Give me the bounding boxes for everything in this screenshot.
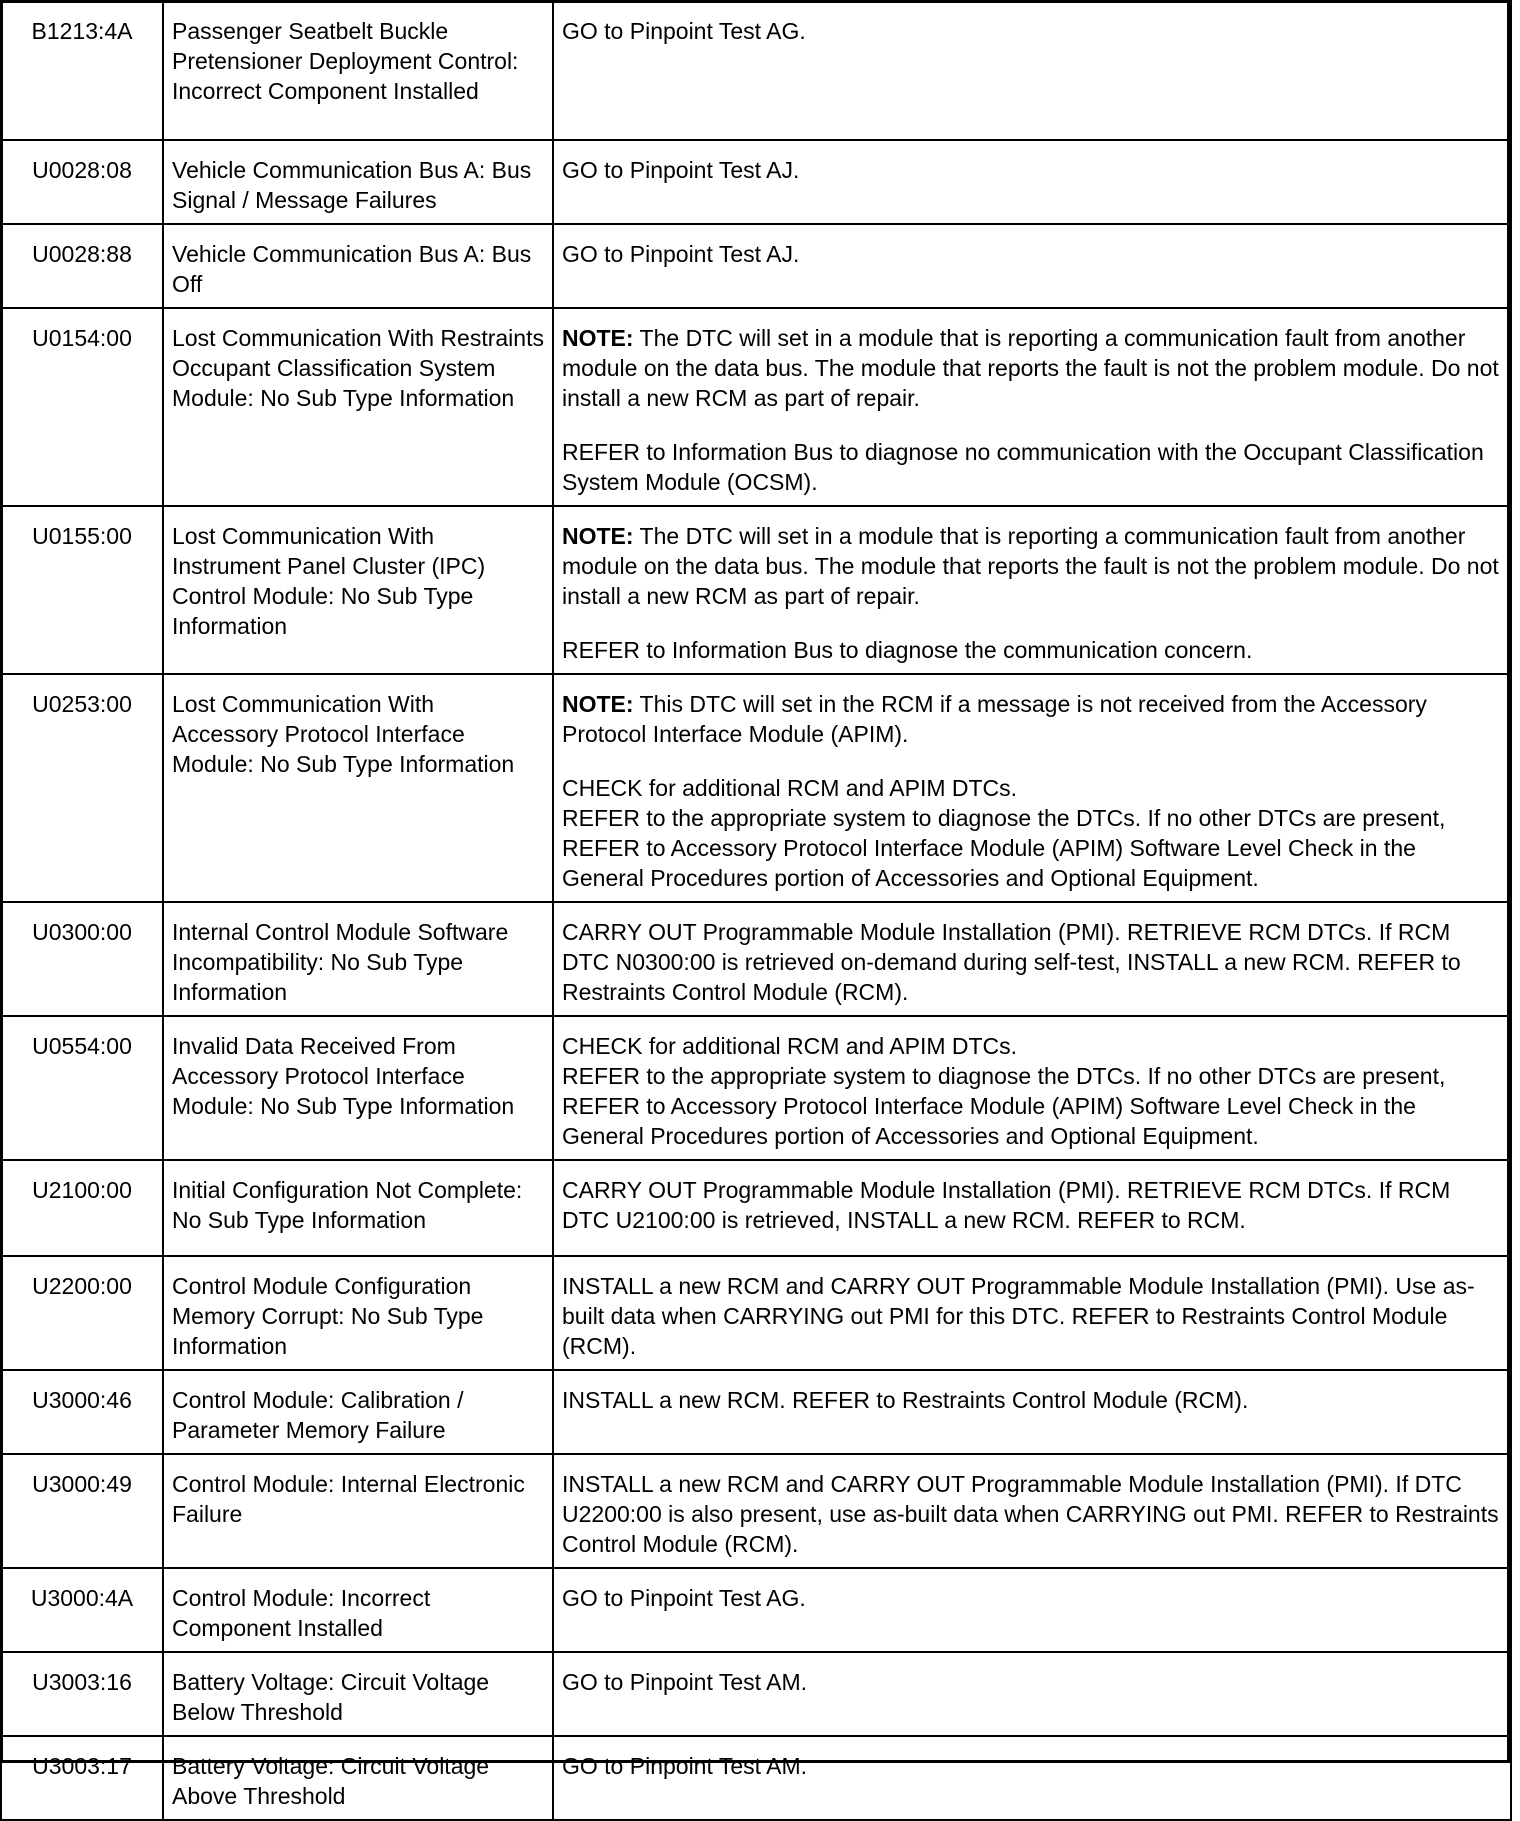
dtc-description: Internal Control Module Software Incompatibility: No Sub Type Information	[163, 902, 553, 1016]
dtc-action	[553, 674, 1511, 902]
dtc-description: Vehicle Communication Bus A: Bus Signal / Message Failures	[163, 140, 553, 224]
dtc-action	[553, 1568, 1511, 1652]
action-line: GO to Pinpoint Test AG.	[562, 1585, 806, 1611]
dtc-code: U2200:00	[1, 1256, 163, 1370]
table-row	[1, 506, 1511, 674]
dtc-action	[553, 1652, 1511, 1736]
note-paragraph	[562, 521, 1502, 611]
table-row	[1, 140, 1511, 224]
dtc-description: Control Module Configuration Memory Corrupt: No Sub Type Information	[163, 1256, 553, 1370]
dtc-code: U0300:00	[1, 902, 163, 1016]
table-row	[1, 902, 1511, 1016]
action-paragraph	[562, 773, 1502, 893]
dtc-code: U0028:88	[1, 224, 163, 308]
dtc-action	[553, 1160, 1511, 1256]
dtc-description: Battery Voltage: Circuit Voltage Above Threshold	[163, 1736, 553, 1820]
action-paragraph	[562, 635, 1502, 665]
note-paragraph	[562, 689, 1502, 749]
action-line: REFER to Information Bus to diagnose no communication with the Occupant Classification System Module (OCSM).	[562, 439, 1484, 495]
action-line: CHECK for additional RCM and APIM DTCs.	[562, 775, 1018, 801]
dtc-action	[553, 1016, 1511, 1160]
dtc-code: U2100:00	[1, 1160, 163, 1256]
dtc-action	[553, 506, 1511, 674]
dtc-action	[553, 1454, 1511, 1568]
table-row	[1, 1652, 1511, 1736]
table-row	[1, 1016, 1511, 1160]
dtc-description: Lost Communication With Accessory Protocol Interface Module: No Sub Type Information	[163, 674, 553, 902]
dtc-description: Control Module: Incorrect Component Installed	[163, 1568, 553, 1652]
dtc-description: Battery Voltage: Circuit Voltage Below Threshold	[163, 1652, 553, 1736]
table-row	[1, 1370, 1511, 1454]
action-line: INSTALL a new RCM and CARRY OUT Programmable Module Installation (PMI). If DTC U2200:00 is also present, use as-built data when CARRYING out PMI. REFER to Restraints Control Module (RCM).	[562, 1471, 1499, 1557]
action-line: GO to Pinpoint Test AM.	[562, 1669, 808, 1695]
dtc-code: U3000:46	[1, 1370, 163, 1454]
table-row	[1, 1, 1511, 140]
dtc-action	[553, 1370, 1511, 1454]
dtc-action	[553, 1736, 1511, 1820]
dtc-description: Initial Configuration Not Complete: No Sub Type Information	[163, 1160, 553, 1256]
action-line: GO to Pinpoint Test AG.	[562, 18, 806, 44]
note-text: This DTC will set in the RCM if a message is not received from the Accessory Protocol Interface Module (APIM).	[562, 691, 1427, 747]
dtc-description: Lost Communication With Instrument Panel Cluster (IPC) Control Module: No Sub Type Information	[163, 506, 553, 674]
dtc-action	[553, 140, 1511, 224]
dtc-action	[553, 1256, 1511, 1370]
note-label: NOTE:	[562, 325, 634, 351]
dtc-code: U3000:4A	[1, 1568, 163, 1652]
dtc-description: Control Module: Internal Electronic Failure	[163, 1454, 553, 1568]
table-row	[1, 1568, 1511, 1652]
dtc-description: Passenger Seatbelt Buckle Pretensioner Deployment Control: Incorrect Component Installed	[163, 1, 553, 140]
action-line: GO to Pinpoint Test AJ.	[562, 241, 800, 267]
table-row	[1, 1736, 1511, 1820]
dtc-table-body	[1, 1, 1511, 1820]
note-label: NOTE:	[562, 523, 634, 549]
dtc-action	[553, 224, 1511, 308]
action-line: REFER to Information Bus to diagnose the communication concern.	[562, 637, 1253, 663]
dtc-code: U0253:00	[1, 674, 163, 902]
note-label: NOTE:	[562, 691, 634, 717]
action-line: INSTALL a new RCM. REFER to Restraints Control Module (RCM).	[562, 1387, 1249, 1413]
dtc-action	[553, 1, 1511, 140]
table-row	[1, 224, 1511, 308]
action-line: CARRY OUT Programmable Module Installation (PMI). RETRIEVE RCM DTCs. If RCM DTC N0300:00 is retrieved on-demand during self-test, INSTALL a new RCM. REFER to Restraints Control Module (RCM).	[562, 919, 1461, 1005]
table-row	[1, 1256, 1511, 1370]
dtc-code: U3000:49	[1, 1454, 163, 1568]
dtc-action	[553, 308, 1511, 506]
note-text: The DTC will set in a module that is reporting a communication fault from another module on the data bus. The module that reports the fault is not the problem module. Do not install a new RCM as part of repair.	[562, 325, 1499, 411]
dtc-description: Invalid Data Received From Accessory Protocol Interface Module: No Sub Type Information	[163, 1016, 553, 1160]
dtc-code: B1213:4A	[1, 1, 163, 140]
action-line: INSTALL a new RCM and CARRY OUT Programmable Module Installation (PMI). Use as-built data when CARRYING out PMI for this DTC. REFER to Restraints Control Module (RCM).	[562, 1273, 1475, 1359]
table-row	[1, 1160, 1511, 1256]
dtc-description: Vehicle Communication Bus A: Bus Off	[163, 224, 553, 308]
action-line: REFER to the appropriate system to diagnose the DTCs. If no other DTCs are present, REFER to Accessory Protocol Interface Module (APIM) Software Level Check in the General Procedures portion of Accessories and Optional Equipment.	[562, 1063, 1446, 1149]
table-row	[1, 674, 1511, 902]
note-text: The DTC will set in a module that is reporting a communication fault from another module on the data bus. The module that reports the fault is not the problem module. Do not install a new RCM as part of repair.	[562, 523, 1499, 609]
table-row	[1, 1454, 1511, 1568]
dtc-code: U3003:16	[1, 1652, 163, 1736]
dtc-code: U0154:00	[1, 308, 163, 506]
dtc-code: U0028:08	[1, 140, 163, 224]
action-line: CARRY OUT Programmable Module Installation (PMI). RETRIEVE RCM DTCs. If RCM DTC U2100:00 is retrieved, INSTALL a new RCM. REFER to RCM.	[562, 1177, 1451, 1233]
dtc-code: U0155:00	[1, 506, 163, 674]
dtc-action	[553, 902, 1511, 1016]
action-line: GO to Pinpoint Test AM.	[562, 1753, 808, 1779]
action-paragraph	[562, 437, 1502, 497]
dtc-description: Lost Communication With Restraints Occupant Classification System Module: No Sub Type Information	[163, 308, 553, 506]
dtc-code: U0554:00	[1, 1016, 163, 1160]
dtc-description: Control Module: Calibration / Parameter Memory Failure	[163, 1370, 553, 1454]
table-row	[1, 308, 1511, 506]
dtc-code: U3003:17	[1, 1736, 163, 1820]
note-paragraph	[562, 323, 1502, 413]
action-line: CHECK for additional RCM and APIM DTCs.	[562, 1033, 1018, 1059]
action-line: REFER to the appropriate system to diagnose the DTCs. If no other DTCs are present, REFER to Accessory Protocol Interface Module (APIM) Software Level Check in the General Procedures portion of Accessories and Optional Equipment.	[562, 805, 1446, 891]
action-line: GO to Pinpoint Test AJ.	[562, 157, 800, 183]
